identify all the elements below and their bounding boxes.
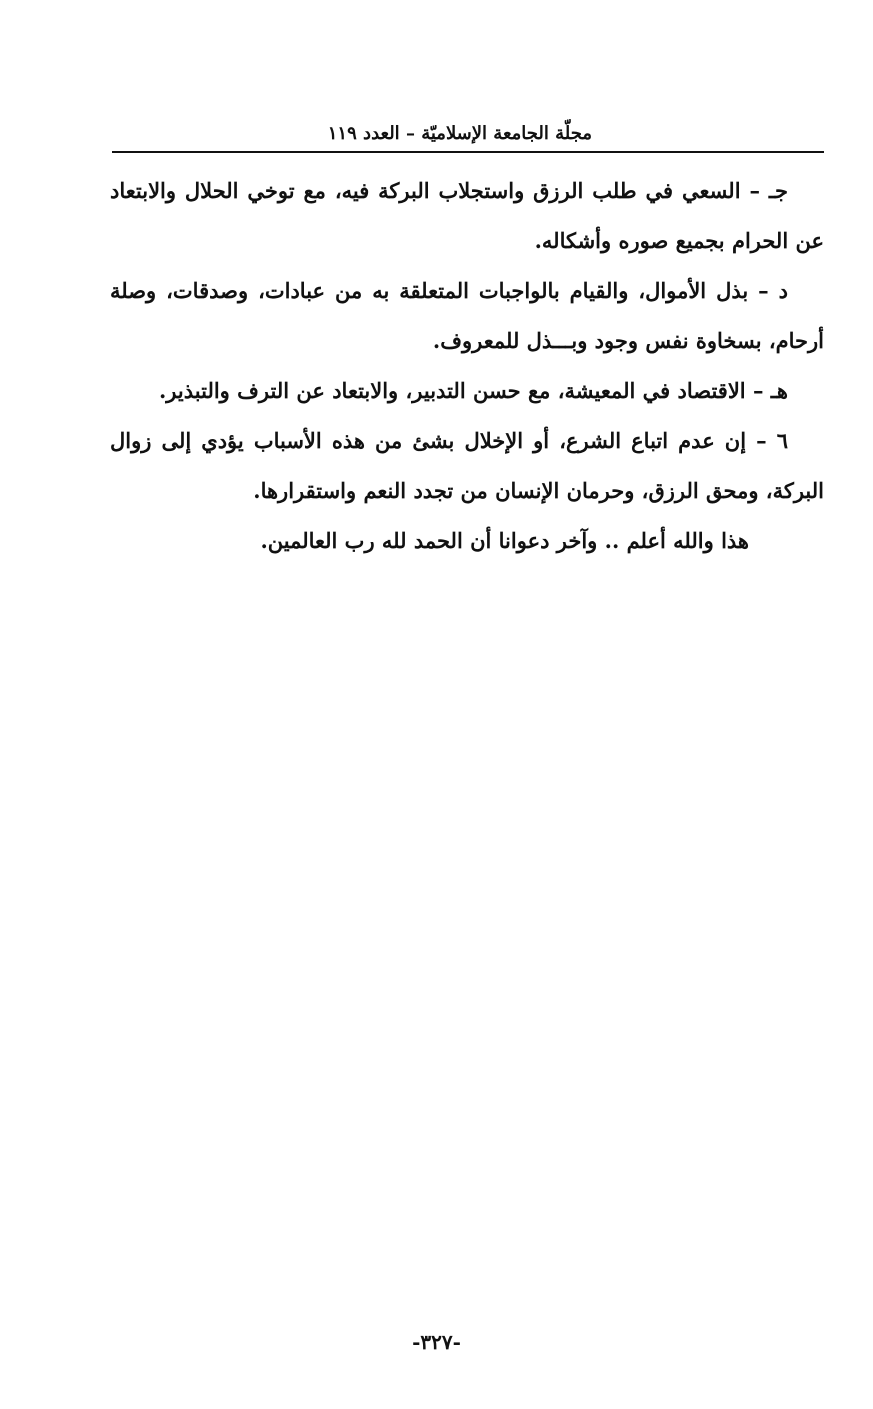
journal-title: مجلّة الجامعة الإسلاميّة – العدد ١١٩ — [327, 123, 592, 144]
header-divider — [112, 151, 824, 153]
page-number: -٣٢٧- — [412, 1330, 461, 1354]
running-header — [112, 121, 824, 151]
closing-line: هذا والله أعلم .. وآخر دعوانا أن الحمد لله رب العالمين. — [260, 528, 749, 553]
paragraph-jim: جـ – السعي في طلب الرزق واستجلاب البركة فيه، مع توخي الحلال والابتعاد عن الحرام بجميع صوره وأشكاله. — [110, 178, 824, 253]
paragraph-ha: هـ – الاقتصاد في المعيشة، مع حسن التدبير، والابتعاد عن الترف والتبذير. — [159, 378, 788, 403]
paragraph-dal: د – بذل الأموال، والقيام بالواجبات المتعلقة به من عبادات، وصدقات، وصلة أرحام، بسخاوة نفس وجود وبـــذل للمعروف. — [110, 278, 824, 353]
paragraph-six: ٦ – إن عدم اتباع الشرع، أو الإخلال بشئ من هذه الأسباب يؤدي إلى زوال البركة، ومحق الرزق، وحرمان الإنسان من تجدد النعم واستقرارها. — [110, 428, 824, 503]
article-body — [110, 166, 824, 566]
